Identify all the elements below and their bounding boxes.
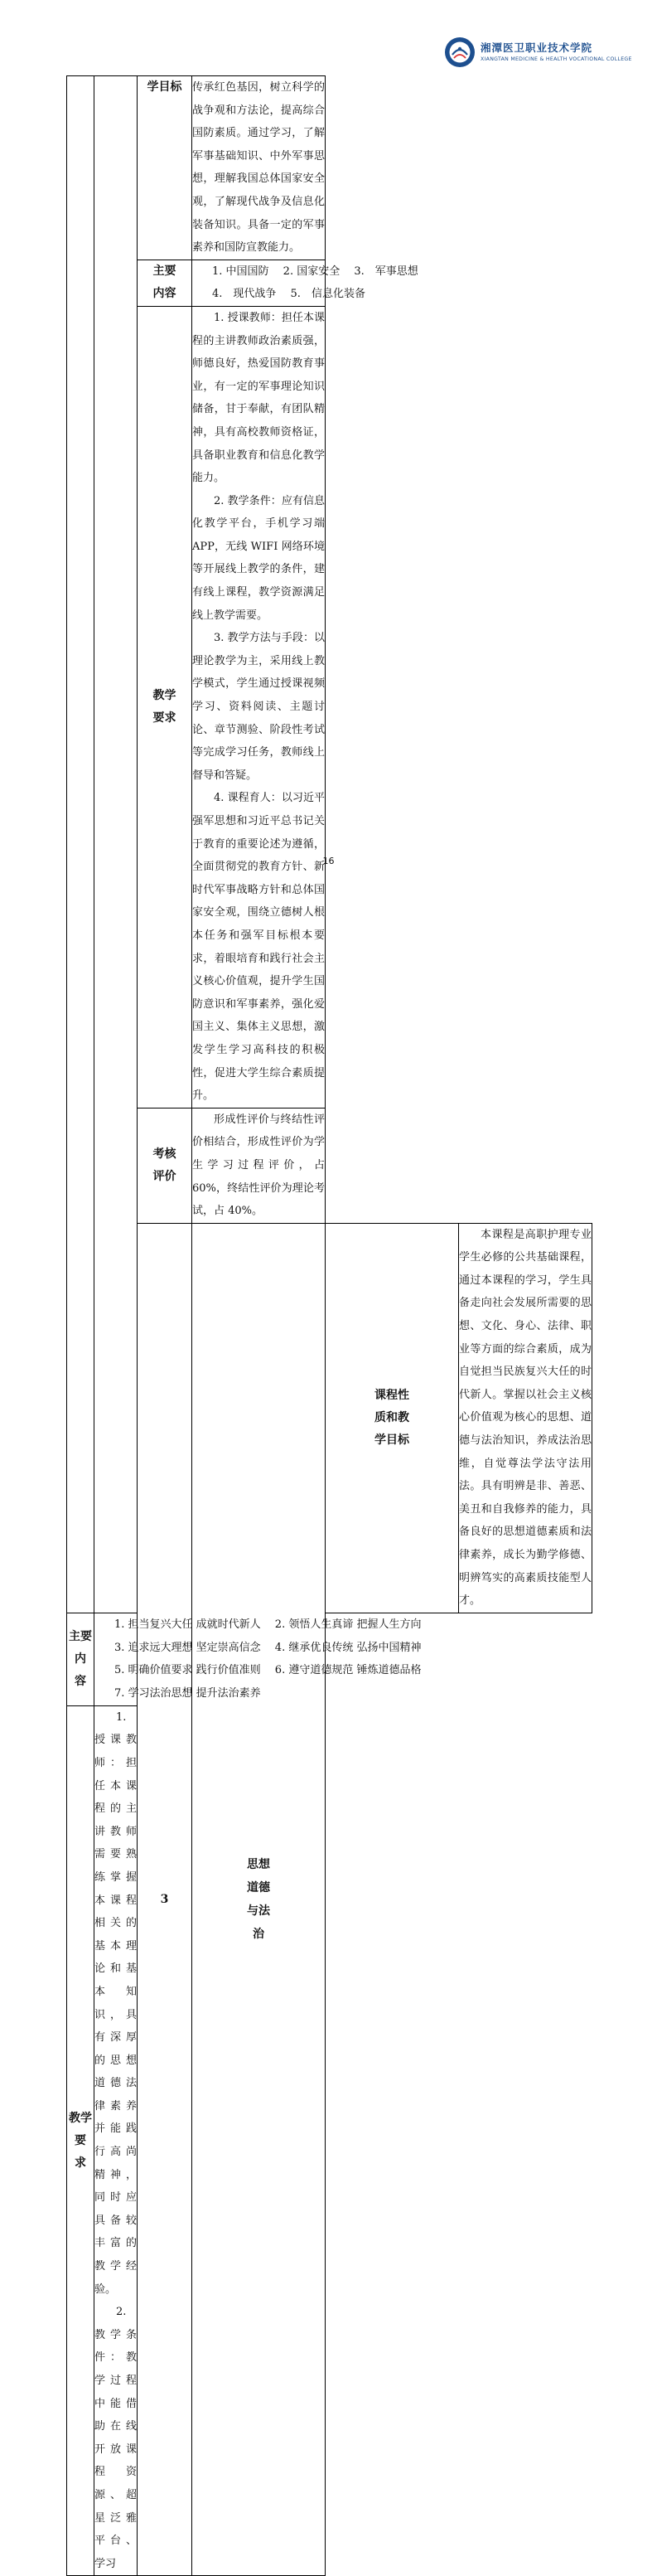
requirements-paragraph: 3. 教学方法与手段：以理论教学为主，采用线上教学模式，学生通过授课视频学习、资料阅读、主题讨论、章节测验、阶段性考试等完成学习任务，教师线上督导和答疑。	[192, 632, 325, 782]
course-name	[192, 1223, 326, 2576]
assessment-row	[67, 1108, 592, 1223]
course-table	[66, 75, 592, 2576]
s3-requirements-label-line: 求	[75, 2156, 86, 2170]
goal-text	[192, 76, 326, 260]
page-number: 16	[322, 856, 335, 866]
requirements-text	[192, 306, 326, 1108]
nature-label-line: 课程性	[374, 1388, 409, 1402]
assessment-label	[138, 1108, 192, 1223]
content-line: 4. 现代战争 5. 信息化装备	[212, 288, 365, 301]
course-name-line: 治	[253, 1928, 264, 1942]
goal-paragraph: 传承红色基因，树立科学的战争观和方法论，提高综合国防素质。通过学习，了解军事基础知识、中外军事思想，理解我国总体国家安全观，了解现代战争及信息化装备知识。具备一定的军事素养和国防宣教能力。	[192, 81, 325, 255]
nature-label-line: 学目标	[374, 1433, 409, 1447]
nature-row	[67, 1223, 592, 1613]
school-logo	[444, 36, 635, 70]
content-line: 1. 中国国防 2. 国家安全 3. 军事思想	[212, 264, 418, 278]
s3-content-text	[94, 1613, 422, 1705]
nature-text	[459, 1223, 592, 1613]
school-emblem-icon	[444, 36, 476, 68]
school-name-cn: 湘潭医卫职业技术学院	[481, 41, 593, 54]
requirements-row	[67, 306, 592, 1108]
assessment-text	[192, 1108, 326, 1223]
requirements-paragraph: 4. 课程育人：以习近平强军思想和习近平总书记关于教育的重要论述为遵循，全面贯彻党的教育方针、新时代军事战略方针和总体国家安全观，围绕立德树人根本任务和强军目标根本要求，着眼培育和践行社会主义核心价值观，提升学生国防意识和军事素养，强化爱国主义、集体主义思想，激发学生学习高科技的积极性，促进大学生综合素质提升。	[192, 792, 325, 1103]
course-name-line: 与法	[247, 1904, 270, 1919]
s3-content-label	[67, 1613, 94, 1705]
s3-requirements-paragraph: 2. 教学条件：教学过程中能借助在线开放课程资源、超星泛雅平台、学习	[94, 2306, 137, 2570]
content-row	[67, 260, 592, 306]
s3-requirements-label-line: 教学要	[69, 2111, 92, 2147]
s3-content-row	[67, 1613, 592, 1705]
assessment-paragraph: 形成性评价与终结性评价相结合，形成性评价为学生学习过程评价，占 60%，终结性评价为理论考试，占 40%。	[192, 1113, 325, 1218]
nature-label-line: 质和教	[374, 1410, 409, 1424]
content-label	[138, 260, 192, 306]
s3-requirements-text	[94, 1705, 138, 2576]
nature-label	[326, 1223, 459, 1613]
school-name-en: XIANGTAN MEDICINE & HEALTH VOCATIONAL COLLEGE	[481, 56, 632, 62]
assessment-label-line: 评价	[152, 1169, 176, 1183]
assessment-label-line: 考核	[152, 1147, 176, 1161]
s3-content-line: 1. 担当复兴大任 成就时代新人 2. 领悟人生真谛 把握人生方向	[114, 1618, 422, 1632]
course-name-line: 思想	[247, 1858, 270, 1872]
requirements-label-line: 教学	[152, 688, 176, 702]
requirements-label	[138, 306, 192, 1108]
content-label-line: 主要	[152, 264, 176, 279]
s3-requirements-label	[67, 1705, 94, 2576]
s3-content-line: 3. 追求远大理想 坚定崇高信念 4. 继承优良传统 弘扬中国精神	[114, 1641, 422, 1654]
goal-label: 学目标	[138, 76, 192, 260]
content-label-line: 内容	[152, 287, 176, 301]
s3-content-label-line: 容	[75, 1674, 86, 1688]
s3-content-line: 5. 明确价值要求 践行价值准则 6. 遵守道德规范 锤炼道德品格	[114, 1664, 422, 1677]
goal-row	[67, 76, 592, 260]
prev-course-cell	[94, 76, 138, 1613]
requirements-paragraph: 2. 教学条件：应有信息化教学平台，手机学习端 APP，无线 WIFI 网络环境等开展线上教学的条件，建有线上课程，教学资源满足线上教学需要。	[192, 494, 325, 622]
s3-requirements-paragraph: 1. 授课教师：担任本课程的主讲教师需要熟练掌握本课程相关的基本理论和基本知识，具有深厚的思想道德法律素养并能践行高尚精神，同时应具备较丰富的教学经验。	[94, 1710, 137, 2296]
content-text	[192, 260, 418, 306]
course-number: 3	[138, 1223, 192, 2576]
s3-content-line: 7. 学习法治思想 提升法治素养	[114, 1686, 261, 1700]
requirements-paragraph: 1. 授课教师：担任本课程的主讲教师政治素质强，师德良好，热爱国防教育事业，有一定的军事理论知识储备，甘于奉献，有团队精神，具有高校教师资格证，具备职业教育和信息化教学能力。	[192, 311, 325, 485]
prev-number-cell	[67, 76, 94, 1613]
nature-paragraph: 本课程是高职护理专业学生必修的公共基础课程，通过本课程的学习，学生具备走向社会发展所需要的思想、文化、身心、法律、职业等方面的综合素质，成为自觉担当民族复兴大任的时代新人。掌握以社会主义核心价值观为核心的思想、道德与法治知识，养成法治思维，自觉尊法学法守法用法。具有明辨是非、善恶、美丑和自我修养的能力，具备良好的思想道德素质和法律素养，成长为勤学修德、明辨笃实的高素质技能型人才。	[459, 1228, 592, 1608]
s3-content-label-line: 主要内	[69, 1629, 92, 1666]
course-name-line: 道德	[247, 1881, 270, 1895]
requirements-label-line: 要求	[152, 711, 176, 725]
